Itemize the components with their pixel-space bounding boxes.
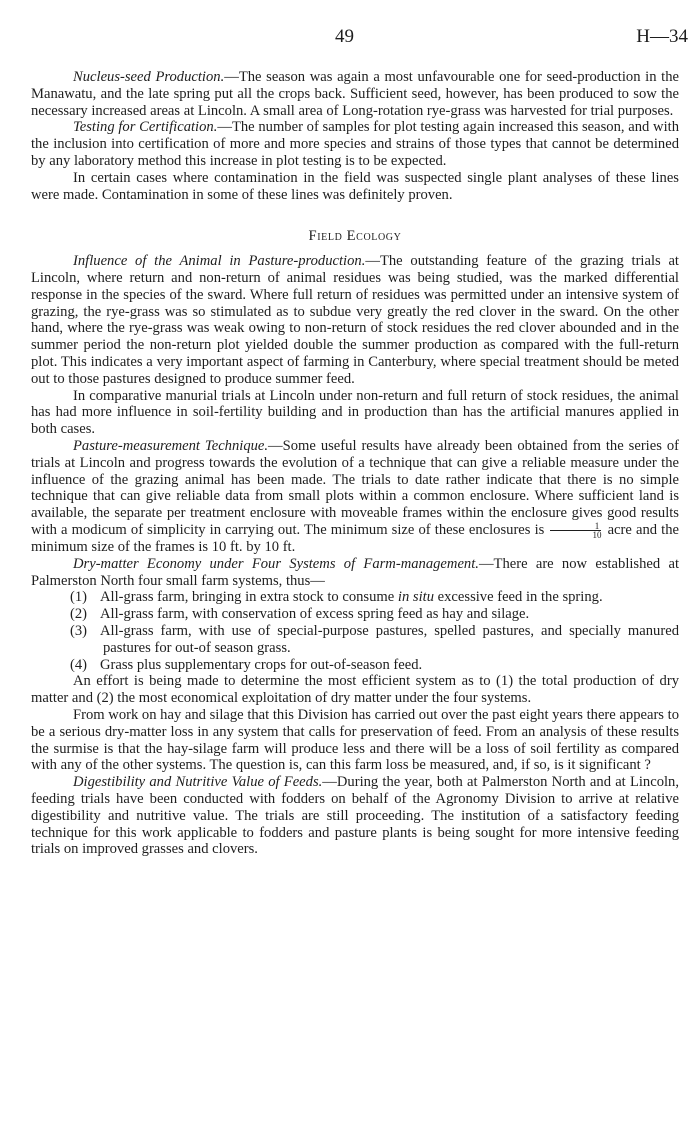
- list-item-text: All-grass farm, with use of special-purpose pastures, spelled pastures, and specially manured pastures for out-of season grass.: [100, 623, 679, 656]
- paragraph-effort: [31, 673, 679, 707]
- paragraph-text: In comparative manurial trials at Lincoln under non-return and full return of stock residues, the animal has had more influence in soil-fertility building and in production than has the artificial manures applied in both cases.: [31, 387, 679, 438]
- section-heading: Field Ecology: [308, 228, 402, 245]
- paragraph-text: —The number of samples for plot testing again increased this season, and with the inclusion into certification of more and more species and strains of those types that cannot be determined by any laboratory method this increase in plot testing is to be expected.: [31, 119, 679, 169]
- paragraph-lead: Testing for Certification.: [73, 119, 218, 136]
- paragraph-lead: Nucleus-seed Production.: [73, 69, 225, 85]
- list-item: [31, 623, 679, 657]
- paragraph-dry-matter-economy: [31, 556, 679, 590]
- paragraph-lead: Pasture-measurement Technique.: [73, 437, 269, 454]
- paragraph-digestibility: [31, 774, 679, 858]
- report-code: H—34: [636, 26, 688, 47]
- list-item-text-end: excessive feed in the spring.: [437, 589, 603, 606]
- paragraph-contamination: [31, 170, 679, 204]
- paragraph-text-end: acre and the minimum size of the frames is 10 ft. by 10 ft.: [31, 521, 679, 556]
- paragraph-lead: Digestibility and Nutritive Value of Feeds.: [73, 774, 323, 791]
- fraction-numerator: 1: [594, 521, 600, 532]
- farm-systems-list: [31, 589, 679, 673]
- list-item-number: (1): [70, 589, 88, 606]
- paragraph-lead: Influence of the Animal in Pasture-production.: [73, 253, 366, 270]
- list-item-text: Grass plus supplementary crops for out-of-season feed.: [100, 656, 423, 673]
- paragraph-text: In certain cases where contamination in the field was suspected single plant analyses of these lines were made. Contamination in some of these lines was definitely proven.: [31, 169, 679, 203]
- list-item: [31, 606, 679, 623]
- list-item-text: All-grass farm, bringing in extra stock to consume: [100, 589, 395, 606]
- paragraph-influence-animal: [31, 253, 679, 387]
- paragraph-text: —During the year, both at Palmerston North and at Lincoln, feeding trials have been conducted with fodders on behalf of the Agronomy Division to arrive at relative digestibility and nutritive value. The trials are still proceeding. The institution of a satisfactory feeding technique for this work applicable to fodders and pasture plants is being sought for more intensive feeding trials on improved grasses and clovers.: [31, 774, 679, 858]
- paragraph-text: From work on hay and silage that this Division has carried out over the past eight years there appears to be a serious dry-matter loss in any system that calls for preservation of feed. From an analysis of these results the surmise is that the hay-silage farm will produce less and there will be a loss of soil fertility as compared with any of the other systems. The question is, can this farm loss be measured, and, if so, is it significant ?: [31, 707, 679, 774]
- paragraph-nucleus-seed: [31, 69, 679, 119]
- page-body: [31, 69, 679, 858]
- list-item: [31, 657, 679, 674]
- paragraph-text: An effort is being made to determine the most efficient system as to (1) the total production of dry matter and (2) the most economical exploitation of dry matter under the four systems.: [31, 673, 679, 707]
- fraction: [550, 522, 601, 539]
- fraction-denominator: 10: [550, 530, 601, 539]
- paragraph-text: —Some useful results have already been obtained from the series of trials at Lincoln and progress towards the evolution of a technique that can give a reliable measure under the influence of the grazing animal has been made. The trials to date rather indicate that there is no simple technique that can give reliable data from small plots within a common enclosure. Where sufficient land is available, the separate per treatment enclosure with moveable frames within the enclosure gives good results with a modicum of simplicity in carrying out. The minimum size of these enclosures is: [31, 437, 679, 538]
- paragraph-text: —The season was again a most unfavourable one for seed-production in the Manawatu, and the late spring put all the crops back. Sufficient seed, however, has been produced to sow the necessary increased areas at Lincoln. A small area of Long-rotation rye-grass was harvested for trial purposes.: [31, 69, 679, 119]
- list-item-text: All-grass farm, with conservation of excess spring feed as hay and silage.: [100, 606, 530, 623]
- list-item: [31, 589, 679, 606]
- list-item-number: (4): [70, 656, 88, 673]
- page-header: [0, 26, 700, 50]
- paragraph-text: —There are now established at Palmerston North four small farm systems, thus—: [31, 555, 679, 589]
- list-item-emphasis: in situ: [397, 589, 434, 606]
- paragraph-hay-silage: [31, 707, 679, 774]
- paragraph-text: —The outstanding feature of the grazing trials at Lincoln, where return and non-return of animal residues was being studied, was the marked differential response in the species of the sward. Where full return of residues was permitted under an intensive system of grazing, the rye-grass was so stimulated as to subdue very greatly the red clover in the sward. On the other hand, where the rye-grass was weak owing to non-return of stock residues the red clover abounded and in the summer period the non-return plot yielded double the summer production as compared with the full-return plot. This indicates a very important aspect of farming in Canterbury, where special treatment should be meted out to those pastures designed to produce summer feed.: [31, 253, 679, 387]
- list-item-number: (2): [70, 606, 88, 623]
- list-item-number: (3): [70, 623, 88, 640]
- paragraph-pasture-measurement: [31, 438, 679, 556]
- paragraph-manurial-trials: [31, 388, 679, 438]
- page-number: 49: [335, 26, 354, 47]
- paragraph-testing-certification: [31, 119, 679, 169]
- paragraph-lead: Dry-matter Economy under Four Systems of Farm-management.: [73, 555, 479, 572]
